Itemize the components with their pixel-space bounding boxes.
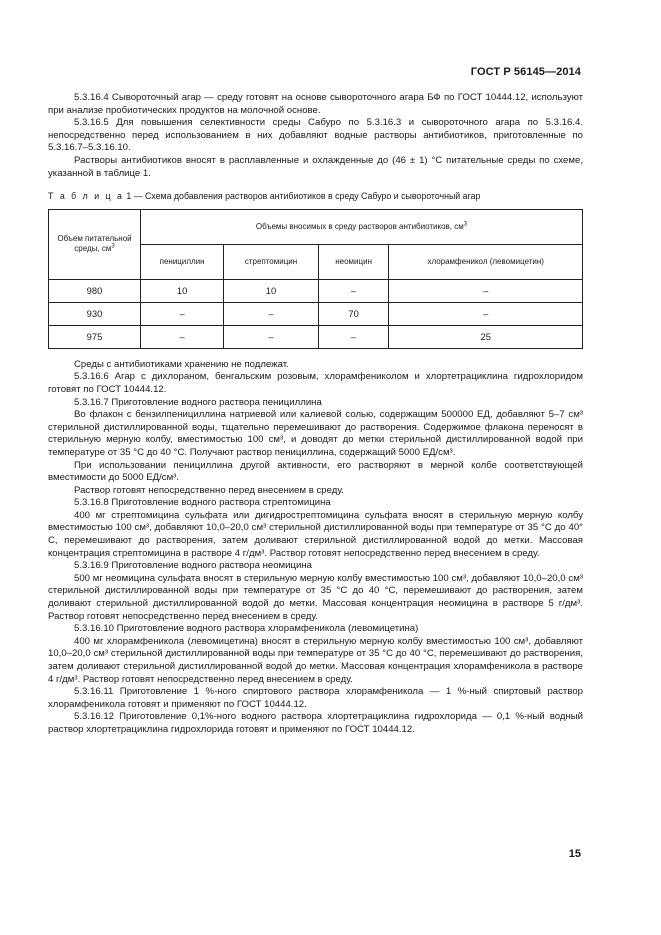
paragraph: 500 мг неомицина сульфата вносят в стерильную мерную колбу вместимостью 100 см³, добавляют 10,0–20,0 см³ стерильной дистиллированной воды при температуре от 35 °С до 40 °С, перемешивают до растворения, затем доливают стерильной дистиллированной водой до метки. Массовая концентрация неомицина в растворе 5 г/дм³. Раствор готовят непосредственно перед внесением в среду. bbox=[48, 572, 583, 622]
antibiotics-table bbox=[48, 209, 583, 349]
section-heading: 5.3.16.8 Приготовление водного раствора стрептомицина bbox=[74, 497, 331, 509]
sub-header-penicillin: пенициллин bbox=[141, 244, 224, 279]
page-number: 15 bbox=[568, 848, 581, 860]
table-cell: 975 bbox=[49, 325, 141, 348]
group-header-antibiotic-volumes: Объемы вносимых в среду растворов антибиотиков, $см^3$ bbox=[141, 209, 583, 244]
paragraph: 5.3.16.5 Для повышения селективности среды Сабуро по 5.3.16.3 и сывороточного агара по 5.3.16.4. непосредственно перед использованием в них добавляют водные растворы антибиотиков, приготовленные по 5.3.16.7–5.3.16.10. bbox=[48, 117, 583, 154]
table-cell: 70 bbox=[318, 302, 389, 325]
paragraph: Раствор готовят непосредственно перед внесением в среду. bbox=[74, 484, 344, 496]
section-heading: 5.3.16.10 Приготовление водного раствора хлорамфеникола (левомицетина) bbox=[74, 623, 419, 635]
paragraph: 400 мг хлорамфеникола (левомицетина) вносят в стерильную мерную колбу вместимостью 100 см³, добавляют 10,0–20,0 см³ стерильной дистиллированной воды при температуре от 35 °С до 40 °С, перемешивают до растворения, затем доливают стерильной дистиллированной водой до метки. Массовая концентрация хлорамфеникола в растворе 4 г/дм³. Раствор готовят непосредственно перед внесением в среду. bbox=[48, 635, 583, 685]
table-caption-text: 1 — Схема добавления растворов антибиотиков в среду Сабуро и сывороточный агар bbox=[126, 191, 481, 202]
table-row bbox=[49, 279, 583, 302]
paragraph: При использовании пенициллина другой активности, его растворяют в мерной колбе соответствующей вместимости до 5000 ЕД/см³. bbox=[48, 459, 583, 484]
sub-header-chloramphenicol: хлорамфеникол (левомицетин) bbox=[389, 244, 583, 279]
table-cell: – bbox=[141, 302, 224, 325]
table-cell: 930 bbox=[49, 302, 141, 325]
sub-header-neomycin: неомицин bbox=[318, 244, 389, 279]
table-cell: – bbox=[224, 325, 319, 348]
table-row bbox=[49, 302, 583, 325]
table-cell: 25 bbox=[389, 325, 583, 348]
table-cell: 10 bbox=[141, 279, 224, 302]
table-caption bbox=[48, 190, 583, 203]
col-header-medium-volume: Объем питательной среды, $см^3$ bbox=[49, 209, 141, 279]
table-cell: – bbox=[141, 325, 224, 348]
sub-header-streptomycin: стрептомицин bbox=[224, 244, 319, 279]
paragraph: Растворы антибиотиков вносят в расплавленные и охлажденные до (46 ± 1) °С питательные среды по схеме, указанной в таблице 1. bbox=[48, 154, 583, 179]
paragraph: 5.3.16.12 Приготовление 0,1%-ного водного раствора хлортетрациклина гидрохлорида — 0,1 %-ный водный раствор хлортетрациклина гидрохлорида готовят и применяют по ГОСТ 10444.12. bbox=[48, 711, 583, 735]
table-caption-label: Т а б л и ц а bbox=[48, 191, 124, 202]
section-heading: 5.3.16.7 Приготовление водного раствора пенициллина bbox=[74, 396, 322, 408]
table-cell: – bbox=[318, 279, 389, 302]
table-cell: – bbox=[389, 302, 583, 325]
paragraph: 5.3.16.11 Приготовление 1 %-ного спиртового раствора хлорамфеникола — 1 %-ный спиртовый раствор хлорамфеникола готовят и применяют по ГОСТ 10444.12. bbox=[48, 686, 583, 710]
paragraph: Во флакон с бензилпенициллина натриевой или калиевой солью, содержащим 500000 ЕД, добавляют 5–7 см³ стерильной дистиллированной воды, тщательно перемешивают до растворения. Содержимое флакона переносят в стерильную мерную колбу, вместимостью 100 см³, и доводят до метки стерильной дистиллированной водой при температуре от 35 °С до 40 °С. Получают раствор пенициллина, содержащий 5000 ЕД/см³. bbox=[48, 409, 583, 458]
table-cell: – bbox=[318, 325, 389, 348]
table-row bbox=[49, 325, 583, 348]
table-cell: – bbox=[389, 279, 583, 302]
table-cell: – bbox=[224, 302, 319, 325]
page-body bbox=[48, 92, 583, 737]
table-cell: 980 bbox=[49, 279, 141, 302]
section-heading: 5.3.16.9 Приготовление водного раствора неомицина bbox=[74, 560, 313, 572]
paragraph: 5.3.16.6 Агар с дихлораном, бенгальским розовым, хлорамфениколом и хлортетрациклина гидрохлоридом готовят по ГОСТ 10444.12. bbox=[48, 371, 583, 395]
paragraph: 400 мг стрептомицина сульфата или дигидрострептомицина сульфата вносят в стерильную мерную колбу вместимостью 100 см³, добавляют 10,0–20,0 см³ стерильной дистиллированной воды при температуре от 35 °С до 40° С, перемешивают до растворения, затем доливают стерильной дистиллированной водой до метки. Массовая концентрация стрептомицина в растворе 4 г/дм³. Раствор готовят непосредственно перед внесением в среду. bbox=[48, 509, 583, 559]
paragraph: 5.3.16.4 Сывороточный агар — среду готовят на основе сывороточного агара БФ по ГОСТ 10444.12, используют при анализе пробиотических продуктов на молочной основе. bbox=[48, 92, 583, 116]
table-cell: 10 bbox=[224, 279, 319, 302]
document-code: ГОСТ Р 56145—2014 bbox=[470, 66, 581, 78]
paragraph: Среды с антибиотиками хранению не подлежат. bbox=[74, 358, 289, 370]
